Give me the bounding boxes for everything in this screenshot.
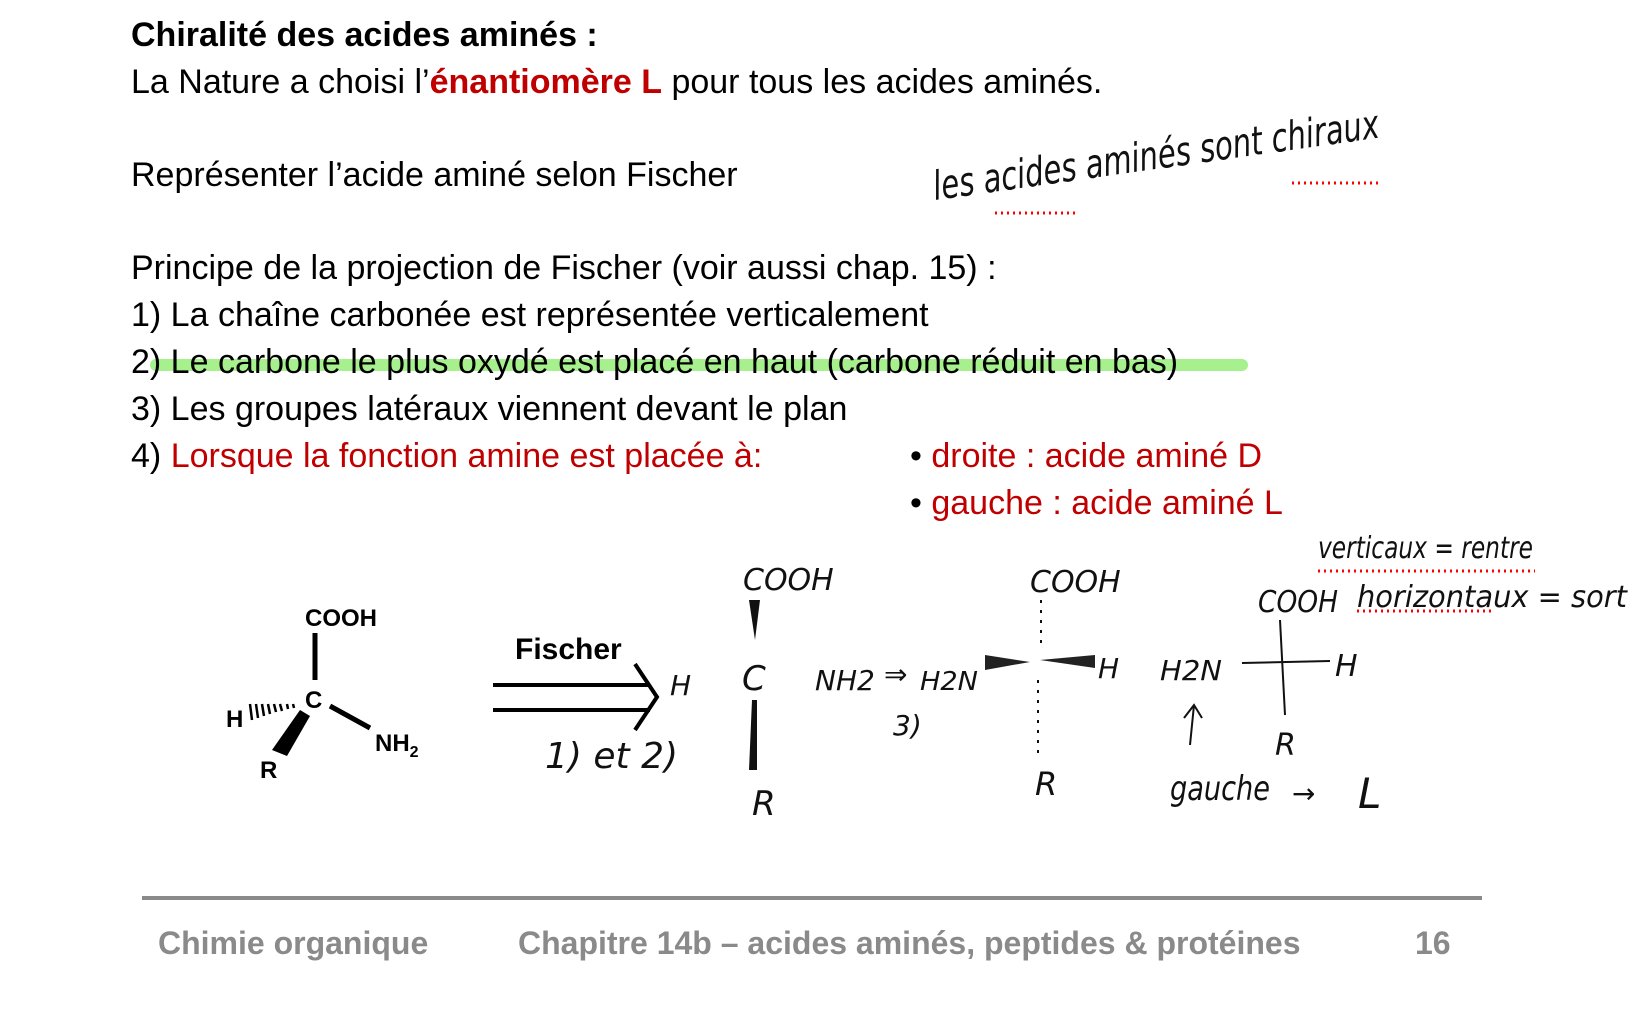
- intro-emphasis: énantiomère L: [429, 63, 662, 101]
- gauche-note: gauche: [1170, 769, 1270, 809]
- rule-3: 3) Les groupes latéraux viennent devant le plan: [131, 390, 848, 428]
- wedge-bond: [272, 710, 310, 756]
- arrow-hand: →: [1292, 777, 1316, 810]
- h2n-hand: H2N: [1160, 654, 1223, 687]
- h2n-hand: H2N: [920, 667, 978, 697]
- nh2-label: $NH_2$: [375, 730, 419, 761]
- intro-pre: La Nature a choisi l’: [131, 63, 430, 101]
- rule-1: 1) La chaîne carbonée est représentée verticalement: [131, 296, 929, 334]
- rule-2: 2) Le carbone le plus oxydé est placé en haut (carbone réduit en bas): [131, 343, 1179, 381]
- l-note: L: [1358, 769, 1382, 818]
- rule-4-num: 4): [131, 437, 171, 475]
- rule-4-text: Lorsque la fonction amine est placée à:: [170, 437, 763, 475]
- nh2-hand: NH2: [815, 664, 875, 697]
- fischer-arrow: [493, 633, 657, 730]
- footer-page-number: 16: [1415, 925, 1451, 961]
- steps-12-note: 1) et 2): [545, 736, 679, 777]
- footer-divider: [142, 896, 1482, 900]
- c-hand: C: [742, 659, 766, 699]
- wedge-structure: [226, 605, 419, 784]
- cooh-hand: COOH: [743, 563, 834, 598]
- cooh-hand: COOH: [1258, 585, 1338, 620]
- horizontal-note: horizontaux = sort: [1357, 580, 1629, 615]
- slide-title: Chiralité des acides aminés :: [131, 16, 598, 54]
- h-hand: H: [670, 669, 692, 702]
- r-hand: R: [752, 784, 776, 824]
- arrow-hand: ⇒: [884, 658, 908, 691]
- bullet-text: gauche : acide aminé L: [931, 484, 1283, 522]
- intro-post: pour tous les acides aminés.: [662, 63, 1103, 101]
- principle-title: Principe de la projection de Fischer (voir aussi chap. 15) :: [131, 249, 997, 287]
- vertical-note: verticaux = rentre: [1318, 531, 1533, 566]
- r-label: R: [260, 757, 278, 784]
- cooh-label: COOH: [305, 605, 377, 632]
- r-hand: R: [1275, 728, 1296, 763]
- h-hand: H: [1098, 652, 1120, 685]
- footer-chapter: Chapitre 14b – acides aminés, peptides & protéines: [518, 925, 1301, 961]
- h-hand: H: [1335, 649, 1358, 684]
- represent-line: Représenter l’acide aminé selon Fischer: [131, 156, 738, 194]
- r-hand: R: [1035, 765, 1058, 803]
- chiral-note: les acides aminés sont chiraux: [929, 78, 1547, 210]
- hashed-bond: [250, 704, 294, 720]
- footer-course: Chimie organique: [158, 925, 429, 961]
- h-label: H: [226, 706, 244, 733]
- bullet-gauche: • gauche : acide aminé L: [910, 484, 1283, 522]
- bullet-text: droite : acide aminé D: [931, 437, 1263, 475]
- step-3-note: 3): [893, 709, 922, 742]
- carbon-label: C: [305, 687, 323, 714]
- bullet-droite: • droite : acide aminé D: [910, 437, 1263, 475]
- fischer-label: Fischer: [515, 633, 622, 666]
- cooh-hand: COOH: [1030, 565, 1121, 600]
